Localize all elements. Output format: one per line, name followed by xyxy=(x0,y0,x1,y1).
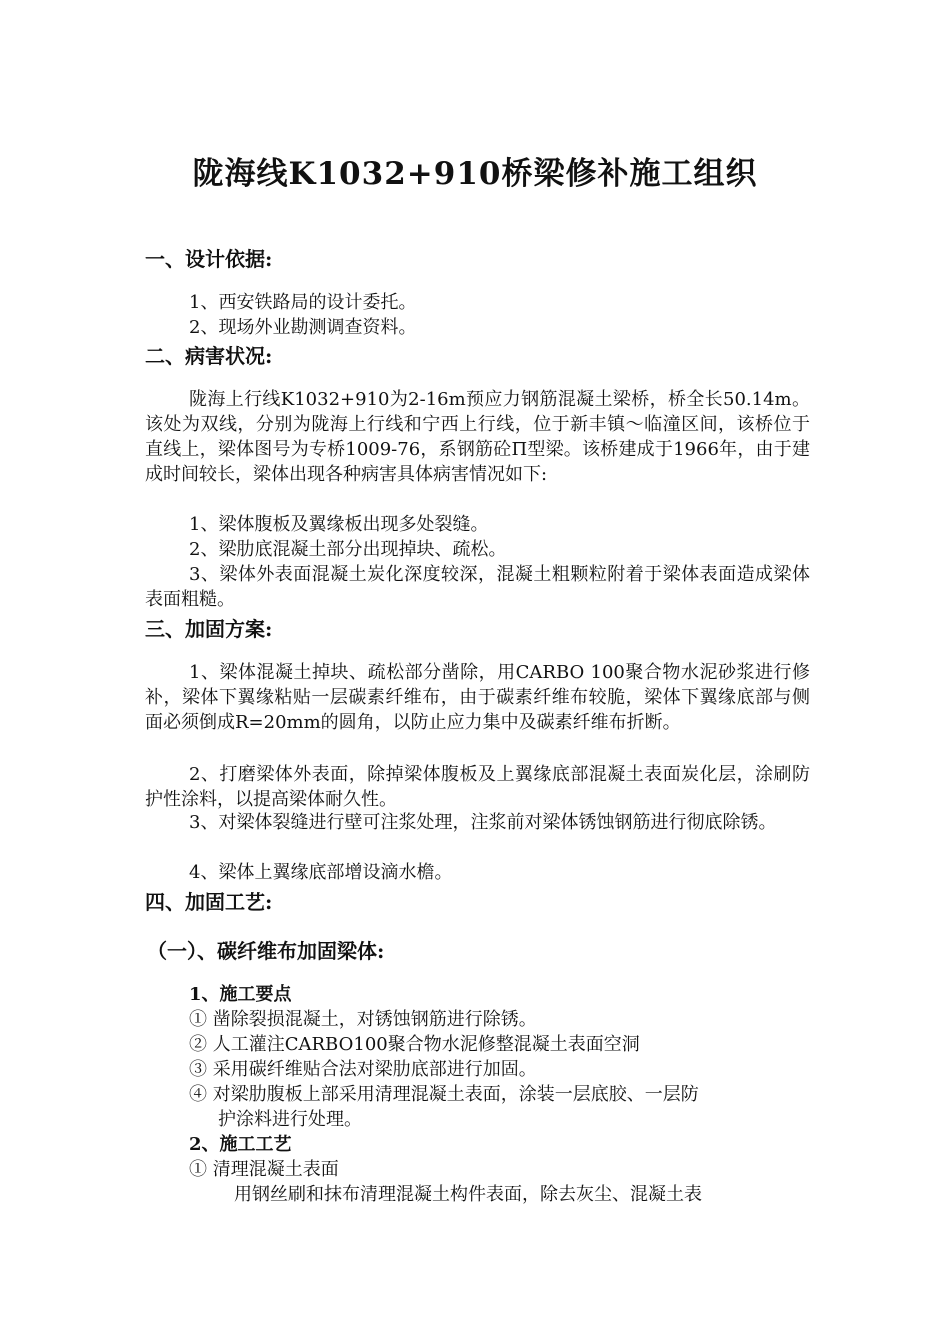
list-item: 4、梁体上翼缘底部增设滴水檐。 xyxy=(189,862,453,883)
list-item: 3、梁体外表面混凝土炭化深度较深，混凝土粗颗粒附着于梁体表面造成梁体表面粗糙。 xyxy=(145,564,810,610)
points-heading: 1、施工要点 xyxy=(189,984,292,1005)
list-item: 1、西安铁路局的设计委托。 xyxy=(189,292,417,313)
list-item: ① 凿除裂损混凝土，对锈蚀钢筋进行除锈。 xyxy=(189,1009,537,1030)
paragraph-damage-intro: 陇海上行线K1032+910为2-16m预应力钢筋混凝土梁桥，桥全长50.14m。该处为双线，分别为陇海上行线和宁西上行线，位于新丰镇～临潼区间，该桥位于直线上，梁体图号为专桥1009-76，系钢筋砼Π型梁。该桥建成于1966年，由于建成时间较长，梁体出现各种病害具体病害情况如下: xyxy=(145,389,810,485)
document-title: 陇海线K1032+910桥梁修补施工组织 xyxy=(192,156,758,192)
list-item: 2、梁肋底混凝土部分出现掉块、疏松。 xyxy=(189,539,507,560)
section-heading-damage-status: 二、病害状况: xyxy=(145,344,273,368)
section-heading-reinforcement-plan: 三、加固方案: xyxy=(145,617,273,641)
list-item: 1、梁体混凝土掉块、疏松部分凿除，用CARBO 100聚合物水泥砂浆进行修补，梁体下翼缘粘贴一层碳素纤维布，由于碳素纤维布较脆，梁体下翼缘底部与侧面必须倒成R=20mm的圆角，以防止应力集中及碳素纤维布折断。 xyxy=(145,662,810,733)
list-item: 1、梁体腹板及翼缘板出现多处裂缝。 xyxy=(189,514,489,535)
section-heading-design-basis: 一、设计依据: xyxy=(145,247,273,271)
list-item: 2、现场外业勘测调查资料。 xyxy=(189,317,417,338)
list-item: 3、对梁体裂缝进行壁可注浆处理，注浆前对梁体锈蚀钢筋进行彻底除锈。 xyxy=(189,812,777,833)
craft-heading: 2、施工工艺 xyxy=(189,1134,292,1155)
list-item: ④ 对梁肋腹板上部采用清理混凝土表面，涂装一层底胶、一层防 xyxy=(189,1084,699,1105)
list-item: ③ 采用碳纤维贴合法对梁肋底部进行加固。 xyxy=(189,1059,537,1080)
subsection-heading-carbon-fiber: （一）、碳纤维布加固梁体: xyxy=(147,939,385,963)
list-item-continuation: 护涂料进行处理。 xyxy=(218,1109,362,1130)
paragraph-craft-text: 用钢丝刷和抹布清理混凝土构件表面，除去灰尘、混凝土表 xyxy=(234,1184,702,1205)
section-heading-reinforcement-process: 四、加固工艺: xyxy=(145,890,273,914)
list-item: 2、打磨梁体外表面，除掉梁体腹板及上翼缘底部混凝土表面炭化层，涂刷防护性涂料，以提高梁体耐久性。 xyxy=(145,764,810,810)
list-item: ① 清理混凝土表面 xyxy=(189,1159,339,1180)
list-item: ② 人工灌注CARBO100聚合物水泥修整混凝土表面空洞 xyxy=(189,1034,640,1055)
